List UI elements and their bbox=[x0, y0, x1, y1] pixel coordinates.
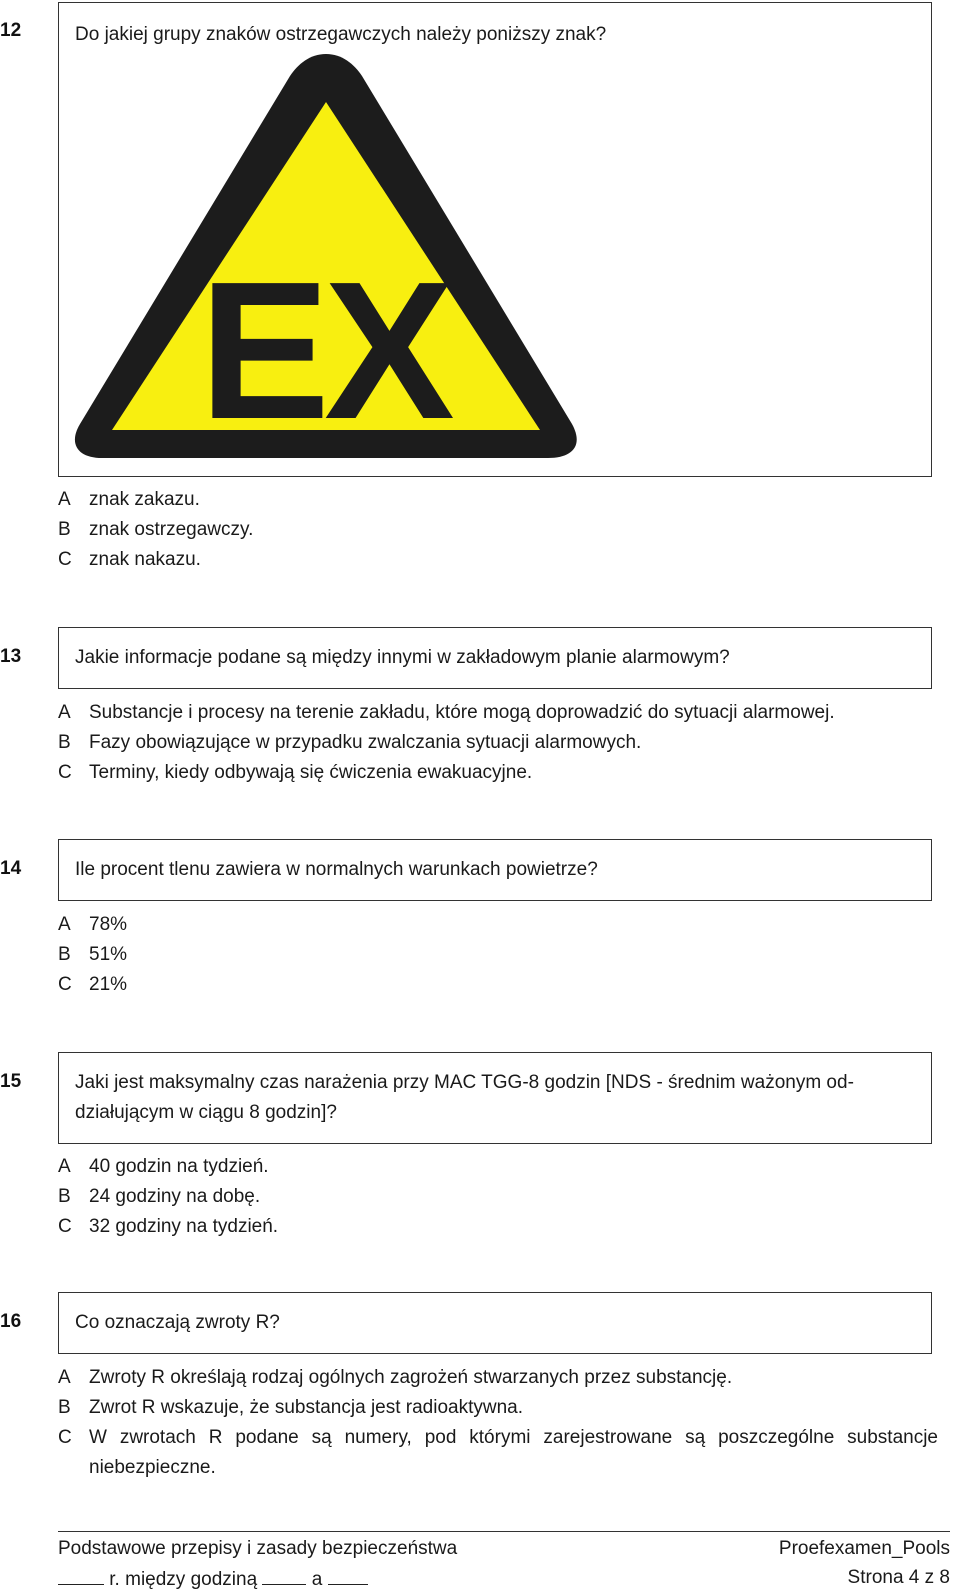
option-a bbox=[58, 698, 938, 728]
explosion-warning-sign-icon bbox=[72, 54, 580, 464]
option-text: 24 godziny na dobę. bbox=[89, 1186, 261, 1207]
question-box bbox=[58, 627, 932, 689]
question-number: 12 bbox=[0, 20, 22, 41]
option-c bbox=[58, 758, 938, 788]
footer-divider bbox=[58, 1531, 950, 1532]
footer-exam-name: Proefexamen_Pools bbox=[778, 1538, 950, 1559]
option-text: Fazy obowiązujące w przypadku zwalczania sytuacji alarmowych. bbox=[89, 732, 642, 753]
time-label-to: a bbox=[311, 1569, 323, 1590]
footer-time-line bbox=[58, 1566, 368, 1592]
question-number: 16 bbox=[0, 1311, 22, 1332]
option-letter: C bbox=[58, 762, 72, 783]
option-text: Terminy, kiedy odbywają się ćwiczenia ewakuacyjne. bbox=[89, 762, 533, 783]
sign-label: EX bbox=[199, 241, 449, 460]
option-letter: A bbox=[58, 1367, 71, 1388]
option-letter: B bbox=[58, 519, 71, 540]
option-letter: B bbox=[58, 944, 71, 965]
option-letter: C bbox=[58, 974, 72, 995]
option-a bbox=[58, 1152, 938, 1182]
option-letter: A bbox=[58, 489, 71, 510]
question-number: 15 bbox=[0, 1071, 22, 1092]
question-box bbox=[58, 839, 932, 901]
end-time-blank bbox=[328, 1566, 368, 1585]
option-letter: C bbox=[58, 549, 72, 570]
option-letter: A bbox=[58, 702, 71, 723]
option-text: znak nakazu. bbox=[89, 549, 201, 570]
option-text: W zwrotach R podane są numery, pod którymi zarejestrowane są poszczególne substancje niebezpieczne. bbox=[89, 1427, 938, 1478]
footer-title: Podstawowe przepisy i zasady bezpieczeństwa bbox=[58, 1538, 458, 1559]
option-text: Zwrot R wskazuje, że substancja jest radioaktywna. bbox=[89, 1397, 524, 1418]
question-text: Do jakiej grupy znaków ostrzegawczych należy poniższy znak? bbox=[75, 24, 607, 45]
option-b bbox=[58, 728, 938, 758]
option-text: Substancje i procesy na terenie zakładu, które mogą doprowadzić do sytuacji alarmowej. bbox=[89, 702, 835, 723]
option-letter: C bbox=[58, 1216, 72, 1237]
option-c bbox=[58, 970, 938, 1000]
question-text: Jakie informacje podane są między innymi w zakładowym planie alarmowym? bbox=[75, 647, 730, 668]
page-number: Strona 4 z 8 bbox=[847, 1567, 950, 1588]
question-text: Ile procent tlenu zawiera w normalnych warunkach powietrze? bbox=[75, 859, 598, 880]
question-box bbox=[58, 1052, 932, 1144]
option-letter: B bbox=[58, 1397, 71, 1418]
option-text: znak ostrzegawczy. bbox=[89, 519, 254, 540]
option-b bbox=[58, 1182, 938, 1212]
option-b bbox=[58, 940, 938, 970]
option-text: 51% bbox=[89, 944, 128, 965]
option-c bbox=[58, 545, 938, 575]
option-text: 32 godziny na tydzień. bbox=[89, 1216, 279, 1237]
question-text-line-2: działującym w ciągu 8 godzin]? bbox=[75, 1102, 337, 1123]
option-text: Zwroty R określają rodzaj ogólnych zagrożeń stwarzanych przez substancję. bbox=[89, 1367, 733, 1388]
question-number: 13 bbox=[0, 646, 22, 667]
option-a bbox=[58, 910, 938, 940]
question-text-line-1: Jaki jest maksymalny czas narażenia przy MAC TGG-8 godzin [NDS - średnim ważonym od- bbox=[75, 1072, 854, 1093]
option-b bbox=[58, 1393, 938, 1423]
option-letter: B bbox=[58, 1186, 71, 1207]
option-letter: C bbox=[58, 1427, 72, 1448]
start-time-blank bbox=[262, 1566, 306, 1585]
option-letter: A bbox=[58, 914, 71, 935]
option-text: 40 godzin na tydzień. bbox=[89, 1156, 269, 1177]
option-a bbox=[58, 485, 938, 515]
date-blank bbox=[58, 1566, 104, 1585]
option-b bbox=[58, 515, 938, 545]
option-text: 78% bbox=[89, 914, 128, 935]
option-c bbox=[58, 1423, 938, 1483]
question-number: 14 bbox=[0, 858, 22, 879]
time-label-from: r. między godziną bbox=[109, 1569, 258, 1590]
option-letter: B bbox=[58, 732, 71, 753]
option-text: 21% bbox=[89, 974, 128, 995]
option-a bbox=[58, 1363, 938, 1393]
option-text: znak zakazu. bbox=[89, 489, 200, 510]
option-c bbox=[58, 1212, 938, 1242]
question-text: Co oznaczają zwroty R? bbox=[75, 1312, 280, 1333]
question-box bbox=[58, 1292, 932, 1354]
option-letter: A bbox=[58, 1156, 71, 1177]
